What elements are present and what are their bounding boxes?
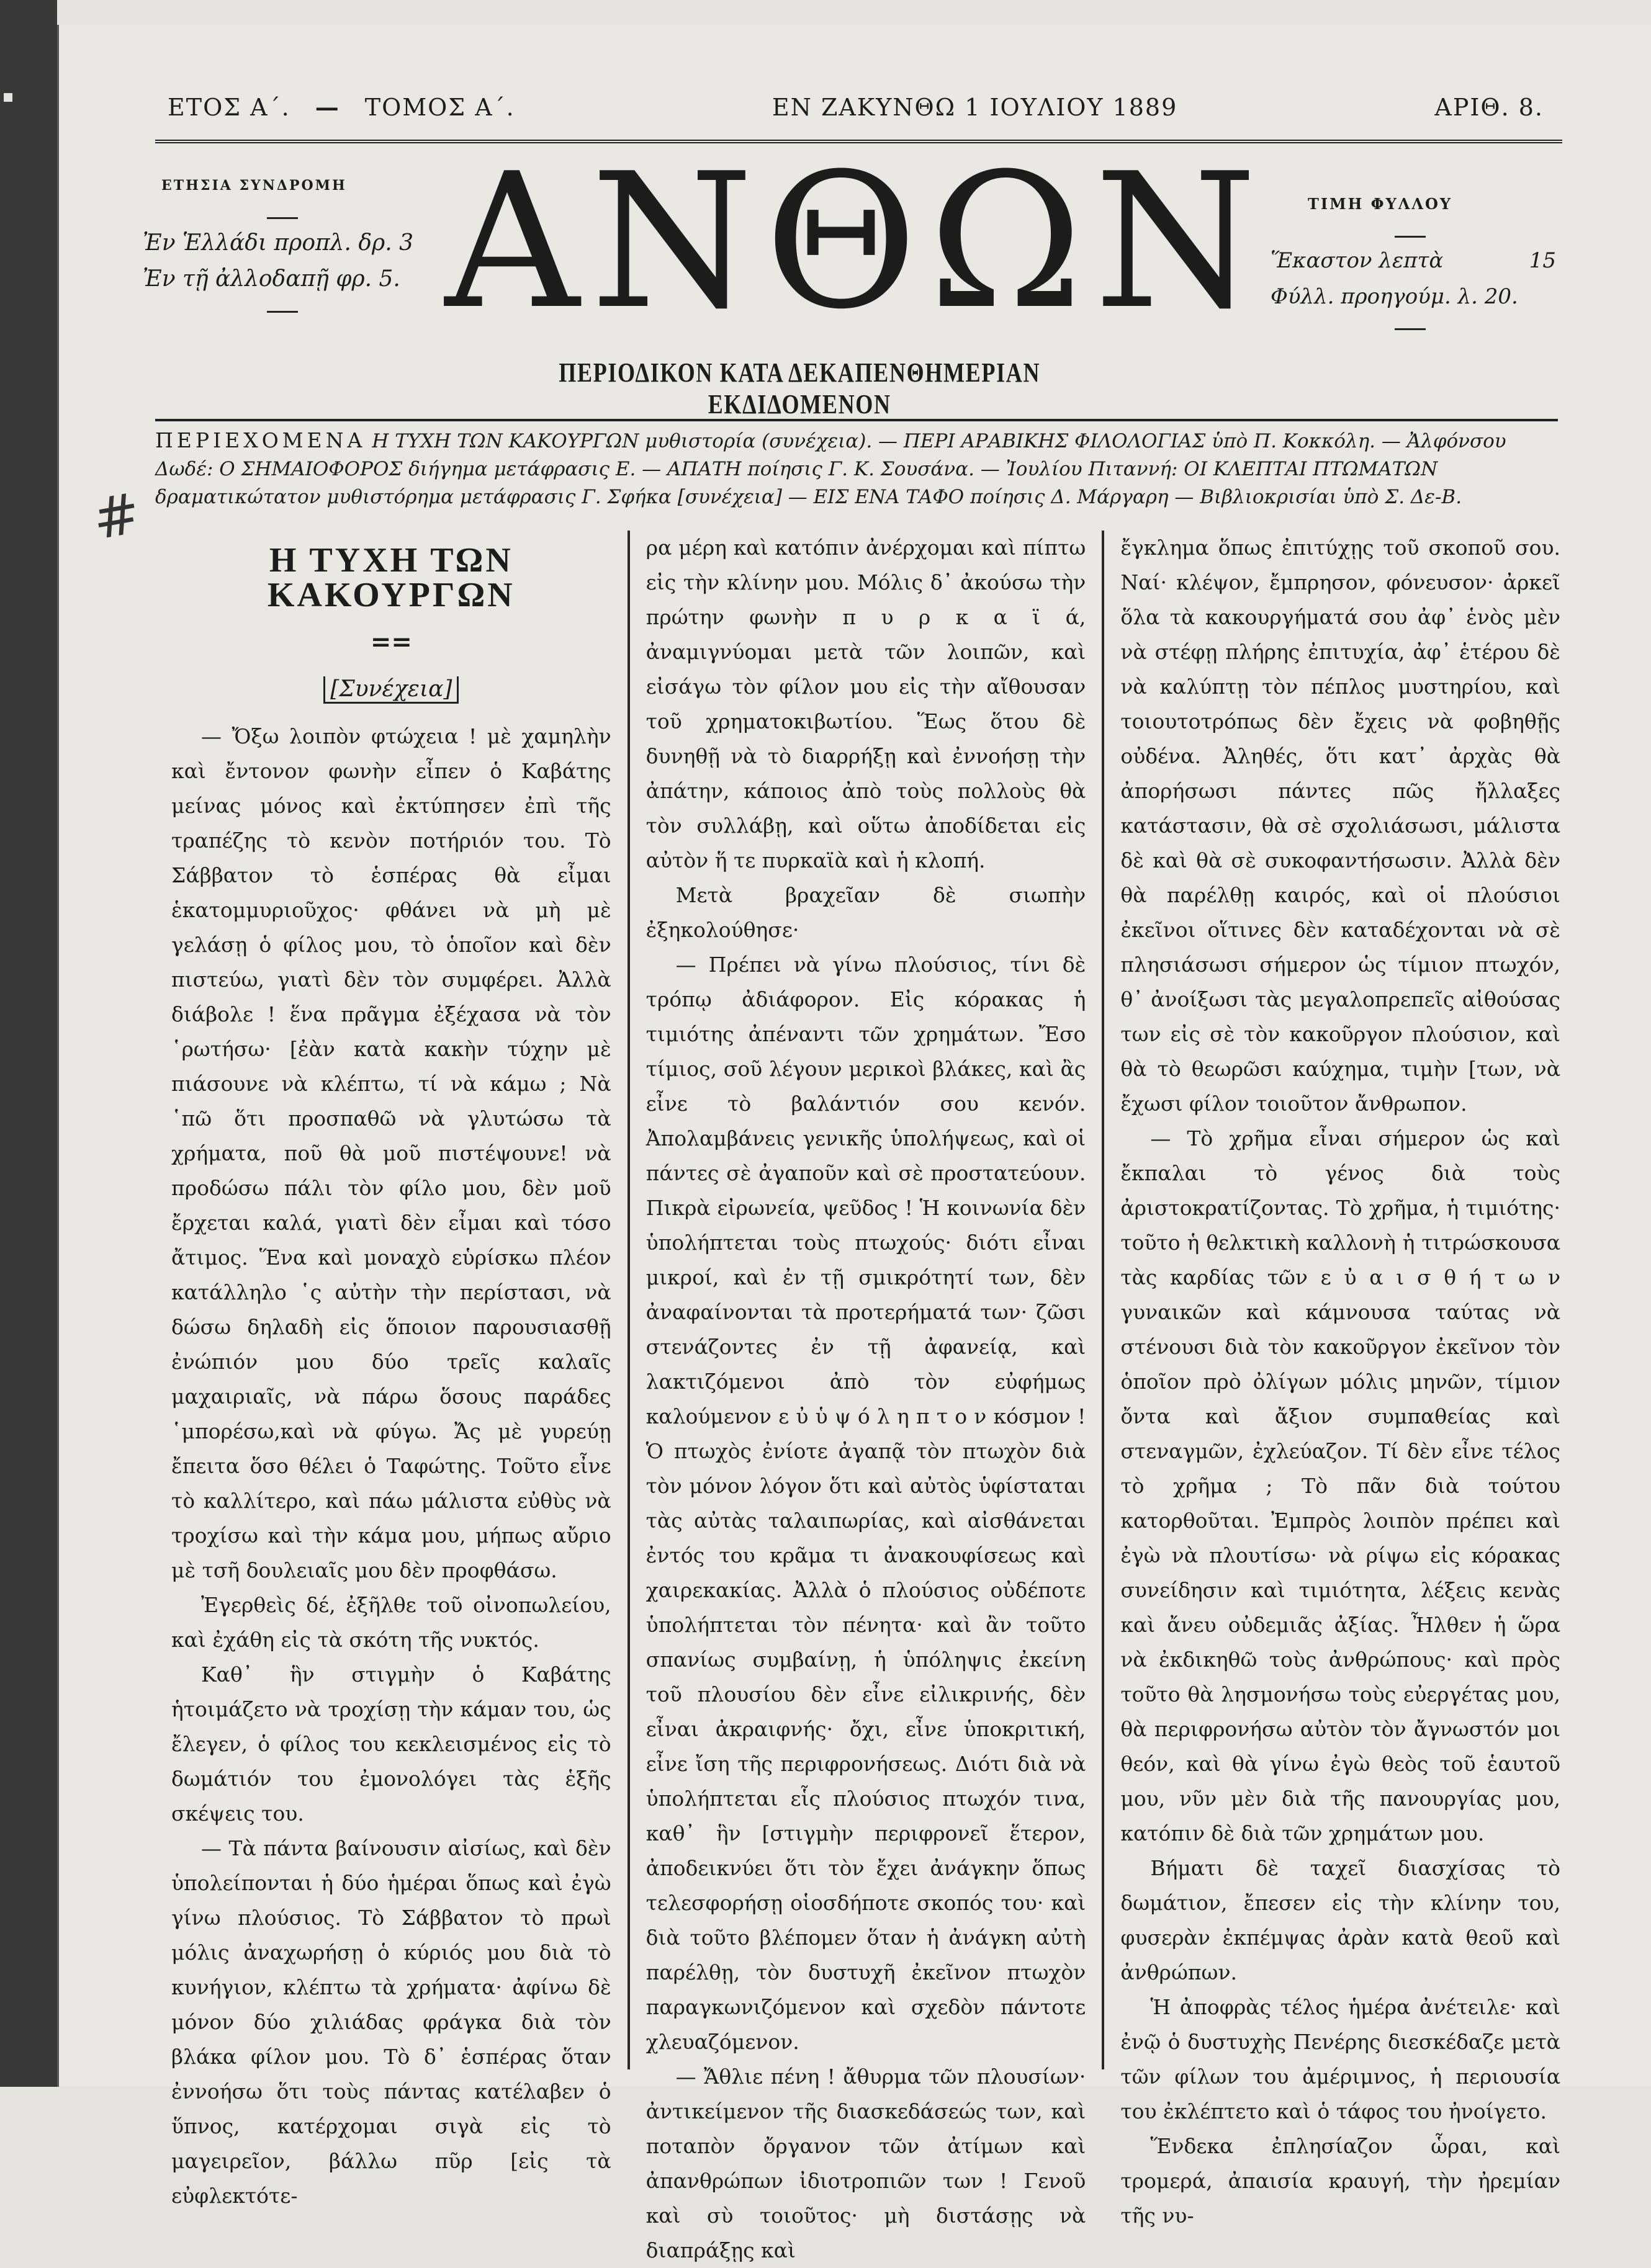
contents-text: Η ΤΥΧΗ ΤΩΝ ΚΑΚΟΥΡΓΩΝ μυθιστορία (συνέχεια). — ΠΕΡΙ ΑΡΑΒΙΚΗΣ ΦΙΛΟΛΟΓΙΑΣ ὑπὸ Π. Κοκκόλη. — Ἀλφόνσου Δωδέ: Ο ΣΗΜΑΙΟΦΟΡΟΣ διήγημα μετάφρασις Ε. — ΑΠΑΤΗ ποίησις Γ. Κ. Σουσάνα. — Ἰουλίου Πιταννή: ΟΙ ΚΛΕΠΤΑΙ ΠΤΩΜΑΤΩΝ δραματικώτατον μυθιστόρημα μετάφρασις Γ. Σφήκα [συνέχεια] — ΕΙΣ ΕΝΑ ΤΑΦΟ ποίησις Δ. Μάργαρη — Βιβλιοκρισίαι ὑπὸ Σ. Δε-Β. (155, 430, 1506, 508)
divider (1395, 236, 1426, 238)
volume-label: ΤΟΜΟΣ Α΄. (364, 94, 515, 121)
price-row (1271, 243, 1556, 279)
column-1 (155, 531, 628, 2208)
price-value: 15 (1529, 248, 1556, 273)
paragraph: Ἡ ἀποφρὰς τέλος ἡμέρα ἀνέτειλε· καὶ ἐνῷ ὁ δυστυχὴς Πενέρης διεσκέδαζε μετὰ τῶν φίλων του ἀμέριμνος, ἡ περιουσία του ἐκλέπτετο καὶ ὁ τάφος του ἠνοίγετο. (1120, 1995, 1561, 2123)
paragraph: — Τὰ πάντα βαίνουσιν αἰσίως, καὶ δὲν ὑπολείπονται ἡ δύο ἡμέραι ὅπως καὶ ἐγὼ γίνω πλούσιος. Τὸ Σάββατον τὸ πρωὶ μόλις ἀναχωρήσῃ ὁ κύριός μου διὰ τὸ κυνήγιον, κλέπτω τὰ χρήματα· ἀφίνω δὲ μόνον δύο χιλιάδας φράγκα διὰ τὸν βλάκα φίλον μου. Τὸ δ᾽ ἑσπέρας ὅταν ἐννοήσω ὅτι τοὺς πάντας κατέλαβεν ὁ ὕπνος, κατέρχομαι σιγὰ εἰς τὸ μαγειρεῖον, βάλλω πῦρ [εἰς τὰ εὐφλεκτότε- (171, 1836, 611, 2208)
price-heading: ΤΙΜΗ ΦΥΛΛΟΥ (1308, 195, 1453, 213)
issue-number: ΑΡΙΘ. 8. (1434, 94, 1544, 121)
subscription-box (143, 168, 434, 319)
divider (1395, 328, 1426, 330)
paragraph: ἔγκλημα ὅπως ἐπιτύχῃς τοῦ σκοποῦ σου. Ναί· κλέψον, ἔμπρησον, φόνευσον· ἀρκεῖ ὅλα τὰ κακουργήματά σου ἀφ᾽ ἑνὸς μὲν νὰ στέφῃ πλήρης ἐπιτυχία, ἀφ᾽ ἑτέρου δὲ νὰ καλύπτῃ τὸν πέπλος μυστηρίου, καὶ τοιουτοτρόπως δὲν ἔχεις νὰ φοβηθῇς οὐδένα. Ἀληθές, ὅτι κατ᾽ ἀρχὰς θὰ ἀπορήσωσι πάντες πῶς ἤλλαξες κατάστασιν, θὰ σὲ σχολιάσωσι, μάλιστα δὲ καὶ θὰ σὲ συκοφαντήσωσιν. Ἀλλὰ δὲν θὰ παρέλθῃ καιρός, καὶ οἱ πλούσιοι ἐκεῖνοι οἵτινες δὲν καταδέχονται νὰ σὲ πλησιάσωσι σήμερον ὡς τίμιον πτωχόν, θ᾽ ἀνοίξωσι τὰς μεγαλοπρεπεῖς αἰθούσας των εἰς σὲ τὸν κακοῦργον πλούσιον, καὶ θὰ τὸ θεωρῶσι καύχημα, τιμὴν [των, νὰ ἔχωσι φίλον τοιοῦτον ἄνθρωπον. (1120, 536, 1561, 1116)
paragraph: ρα μέρη καὶ κατόπιν ἀνέρχομαι καὶ πίπτω εἰς τὴν κλίνην μου. Μόλις δ᾽ ἀκούσω τὴν πρώτην φωνὴν π υ ρ κ α ϊ ά, ἀναμιγνύομαι μετὰ τῶν λοιπῶν, καὶ εἰσάγω τὸν φίλον μου εἰς τὴν αἴθουσαν τοῦ χρηματοκιβωτίου. Ἕως ὅτου δὲ δυνηθῇ νὰ τὸ διαρρήξῃ καὶ ἐννοήσῃ τὴν ἀπάτην, κάποιος ἀπὸ τοὺς πολλοὺς θὰ τὸν συλλάβῃ, καὶ οὕτω ἀποδίδεται εἰς αὐτὸν ἥ τε πυρκαϊὰ καὶ ἡ κλοπή. (646, 536, 1086, 872)
divider (267, 311, 298, 313)
price-label: Ἕκαστον λεπτὰ (1271, 248, 1444, 273)
article-title: Η ΤΥΧΗ ΤΩΝ ΚΑΚΟΥΡΓΩΝ (267, 541, 515, 614)
issue-header (168, 93, 1544, 121)
paragraph: — Τὸ χρῆμα εἶναι σήμερον ὡς καὶ ἔκπαλαι τὸ γένος διὰ τοὺς ἀριστοκρατίζοντας. Τὸ χρῆμα, ἡ τιμιότης· τοῦτο ἡ θελκτικὴ καλλονὴ ἡ τιτρώσκουσα τὰς καρδίας τῶν ε ὐ α ι σ θ ή τ ω ν γυναικῶν καὶ κάμνουσα ταύτας νὰ στένουσι διὰ τὸν κακοῦργον ἐκεῖνον τὸν ὁποῖον πρὸ ὀλίγων μόλις μηνῶν, τίμιον ὄντα καὶ ἄξιον συμπαθείας καὶ στεναγμῶν, ἐχλεύαζον. Τί δὲν εἶνε τέλος τὸ χρῆμα ; Τὸ πᾶν διὰ τούτου κατορθοῦται. Ἐμπρὸς λοιπὸν πρέπει καὶ ἐγὼ νὰ πλουτίσω· νὰ ρίψω εἰς κόρακας συνείδησιν καὶ τιμιότητα, λέξεις κενὰς καὶ ἄνευ οὐδεμιᾶς ἀξίας. Ἦλθεν ἡ ὥρα νὰ ἐκδικηθῶ τοὺς ἀνθρώπους· καὶ πρὸς τοῦτο θὰ λησμονήσω τοὺς εὐεργέτας μου, θὰ περιφρονήσω αὐτὸν τὸν ἄγνωστόν μοι θεόν, καὶ θὰ γίνω ἐγὼ θεὸς τοῦ ἑαυτοῦ μου, νῦν μὲν διὰ τῆς πανουργίας μου, κατόπιν δὲ διὰ τῶν χρημάτων μου. (1120, 1126, 1561, 1845)
contents-heading: ΠΕΡΙΕΧΟΜΕΝΑ (155, 428, 366, 452)
paragraph: — Πρέπει νὰ γίνω πλούσιος, τίνι δὲ τρόπῳ ἀδιάφορον. Εἰς κόρακας ἡ τιμιότης ἀπέναντι τῶν χρημάτων. Ἔσο τίμιος, σοῦ λέγουν μερικοὶ βλάκες, καὶ ἂς εἶνε τὸ βαλάντιόν σου κενόν. Ἀπολαμβάνεις γενικῆς ὑπολήψεως, καὶ οἱ πάντες σὲ ἀγαποῦν καὶ σὲ προστατεύουν. Πικρὰ εἰρωνεία, ψεῦδος ! Ἡ κοινωνία δὲν ὑπολήπτεται τοὺς πτωχούς· διότι εἶναι μικροί, καὶ ἐν τῇ σμικρότητί των, δὲν ἀναφαίνονται τὰ προτερήματά των· ζῶσι στενάζοντες ἐν τῇ ἀφανείᾳ, καὶ λακτιζόμενοι ἀπὸ τὸν εὐφήμως καλούμενον ε ὐ ὑ ψ ό λ η π τ ο ν κόσμον ! Ὁ πτωχὸς ἐνίοτε ἀγαπᾷ τὸν πτωχὸν διὰ τὸν μόνον λόγον ὅτι καὶ αὐτὸς ὑφίσταται τὰς αὐτὰς ταλαιπωρίας, καὶ αἰσθάνεται ἐντός του κρᾶμα τι ἀνακουφίσεως καὶ χαιρεκακίας. Ἀλλὰ ὁ πλούσιος οὐδέποτε ὑπολήπτεται τὸν πένητα· καὶ ἂν τοῦτο σπανίως συμβαίνῃ, ἡ ὑπόληψις ἐκείνη τοῦ πλουσίου δὲν εἶνε εἰλικρινής, δὲν εἶναι ἀκραιφνής· ὄχι, εἶνε ὑποκριτική, εἶνε ἴση τῆς περιφρονήσεως. Διότι διὰ νὰ ὑπολήπτεται εἷς πλούσιος πτωχόν τινα, καθ᾽ ἣν [στιγμὴν περιφρονεῖ ἕτερον, ἀποδεικνύει ὅτι τὸν ἔχει ἀνάγκην ὅπως τελεσφορήσῃ οἱοσδήποτε σκοπός του· καὶ διὰ τοῦτο βλέπομεν ὅταν ἡ ἀνάγκη αὐτὴ παρέλθῃ, τὸν δυστυχῆ ἐκεῖνον πτωχὸν παραγκωνιζόμενον καὶ σχεδὸν πάντοτε χλευαζόμενον. (646, 952, 1086, 2054)
place-date: ΕΝ ΖΑΚΥΝΘΩ 1 ΙΟΥΛΙΟΥ 1889 (772, 94, 1178, 121)
paragraph: — Ἄθλιε πένη ! ἄθυρμα τῶν πλουσίων· ἀντικείμενον τῆς διασκεδάσεώς των, καὶ ποταπὸν ὄργανον τῶν ἀτίμων καὶ ἀπανθρώπων ἰδιοτροπιῶν των ! Γενοῦ καὶ σὺ τοιοῦτος· μὴ διστάσῃς νὰ διαπράξῃς καὶ (646, 2064, 1086, 2262)
continued-label: [Συνέχεια] (171, 672, 611, 707)
paragraph: Καθ᾽ ἣν στιγμὴν ὁ Καβάτης ἡτοιμάζετο νὰ τροχίσῃ τὴν κάμαν του, ὡς ἔλεγεν, ὁ φίλος του κεκλεισμένος εἰς τὸ δωμάτιόν του ἐμονολόγει τὰς ἑξῆς σκέψεις του. (171, 1662, 611, 1826)
paragraph: Ἕνδεκα ἐπλησίαζον ὧραι, καὶ τρομερά, ἀπαισία κραυγή, τὴν ἠρεμίαν τῆς νυ- (1120, 2134, 1561, 2228)
paragraph: — Ὄξω λοιπὸν φτώχεια ! μὲ χαμηλὴν καὶ ἔντονον φωνὴν εἶπεν ὁ Καβάτης μείνας μόνος καὶ ἐκτύπησεν ἐπὶ τῆς τραπέζης τὸ κενὸν ποτήριόν του. Τὸ Σάββατον τὸ ἑσπέρας θὰ εἶμαι ἑκατομμυριοῦχος· φθάνει νὰ μὴ μὲ γελάσῃ ὁ φίλος μου, τὸ ὁποῖον καὶ δὲν πιστεύω, γιατὶ δὲν τὸν συμφέρει. Ἀλλὰ διάβολε ! ἕνα πρᾶγμα ἐξέχασα νὰ τὸν ῾ρωτήσω· [ἐὰν κατὰ κακὴν τύχην μὲ πιάσουνε νὰ κλέπτω, τί νὰ κάμω ; Νὰ ῾πῶ ὅτι προσπαθῶ νὰ γλυτώσω τὰ χρήματα, ποῦ θὰ μοῦ πιστέψουνε! νὰ προδώσω πάλι τὸν φίλο μου, δὲν μοῦ ἔρχεται καλά, γιατὶ δὲν εἶμαι καὶ τόσο ἄτιμος. Ἕνα καὶ μοναχὸ εὑρίσκω πλέον κατάλληλο ῾ς αὐτὴν τὴν περίστασι, νὰ δώσω δηλαδὴ εἰς ὅποιον παρουσιασθῇ ἐνώπιόν μου δύο τρεῖς καλαῖς μαχαιριαῖς, νὰ πάρω ὅσους παράδες ῾μπορέσω,καὶ νὰ φύγω. Ἄς μὲ γυρεύῃ ἔπειτα ὅσο θέλει ὁ Ταφώτης. Τοῦτο εἶνε τὸ καλλίτερο, καὶ πάω μάλιστα εὐθὺς νὰ τροχίσω καὶ τὴν κάμα μου, μήπως αὔριο μὲ τσῆ δουλειαῖς μου δὲν προφθάσω. (171, 724, 611, 1582)
paragraph: Ἐγερθεὶς δέ, ἐξῆλθε τοῦ οἰνοπωλείου, καὶ ἐχάθη εἰς τὰ σκότη τῆς νυκτός. (171, 1593, 611, 1652)
masthead-title: ΑΝΘΩΝ (444, 133, 1269, 350)
masthead-tagline: ΠΕΡΙΟΔΙΚΟΝ ΚΑΤΑ ΔΕΚΑΠΕΝΘΗΜΕΡΙΑΝ ΕΚΔΙΔΟΜΕΝΟΝ (559, 357, 1041, 419)
subscription-abroad: Ἐν τῇ ἀλλοδαπῇ φρ. 5. (143, 266, 400, 292)
separator-dash: — (315, 93, 340, 121)
paragraph: Μετὰ βραχεῖαν δὲ σιωπὴν ἐξηκολούθησε· (646, 883, 1086, 942)
binding-spine (0, 0, 57, 2087)
handwritten-mark: # (88, 480, 145, 553)
ornament-rule: == (370, 627, 412, 657)
year-label: ΕΤΟΣ Α΄. (168, 94, 290, 121)
column-2 (630, 531, 1102, 2262)
back-issue-price: Φύλλ. προηγούμ. λ. 20. (1271, 284, 1518, 309)
subscription-greece: Ἐν Ἑλλάδι προπλ. δρ. 3 (143, 230, 413, 256)
paragraph: Βήματι δὲ ταχεῖ διασχίσας τὸ δωμάτιον, ἔπεσεν εἰς τὴν κλίνην του, φυσερὰν ἐκπέμψας ἀρὰν κατὰ θεοῦ καὶ ἀνθρώπων. (1120, 1856, 1561, 1984)
column-3 (1104, 531, 1577, 2228)
article-columns (155, 531, 1577, 2262)
subscription-heading: ΕΤΗΣΙΑ ΣΥΝΔΡΟΜΗ (161, 177, 347, 194)
divider (267, 217, 298, 219)
price-box (1271, 186, 1556, 335)
table-of-contents (155, 419, 1558, 511)
